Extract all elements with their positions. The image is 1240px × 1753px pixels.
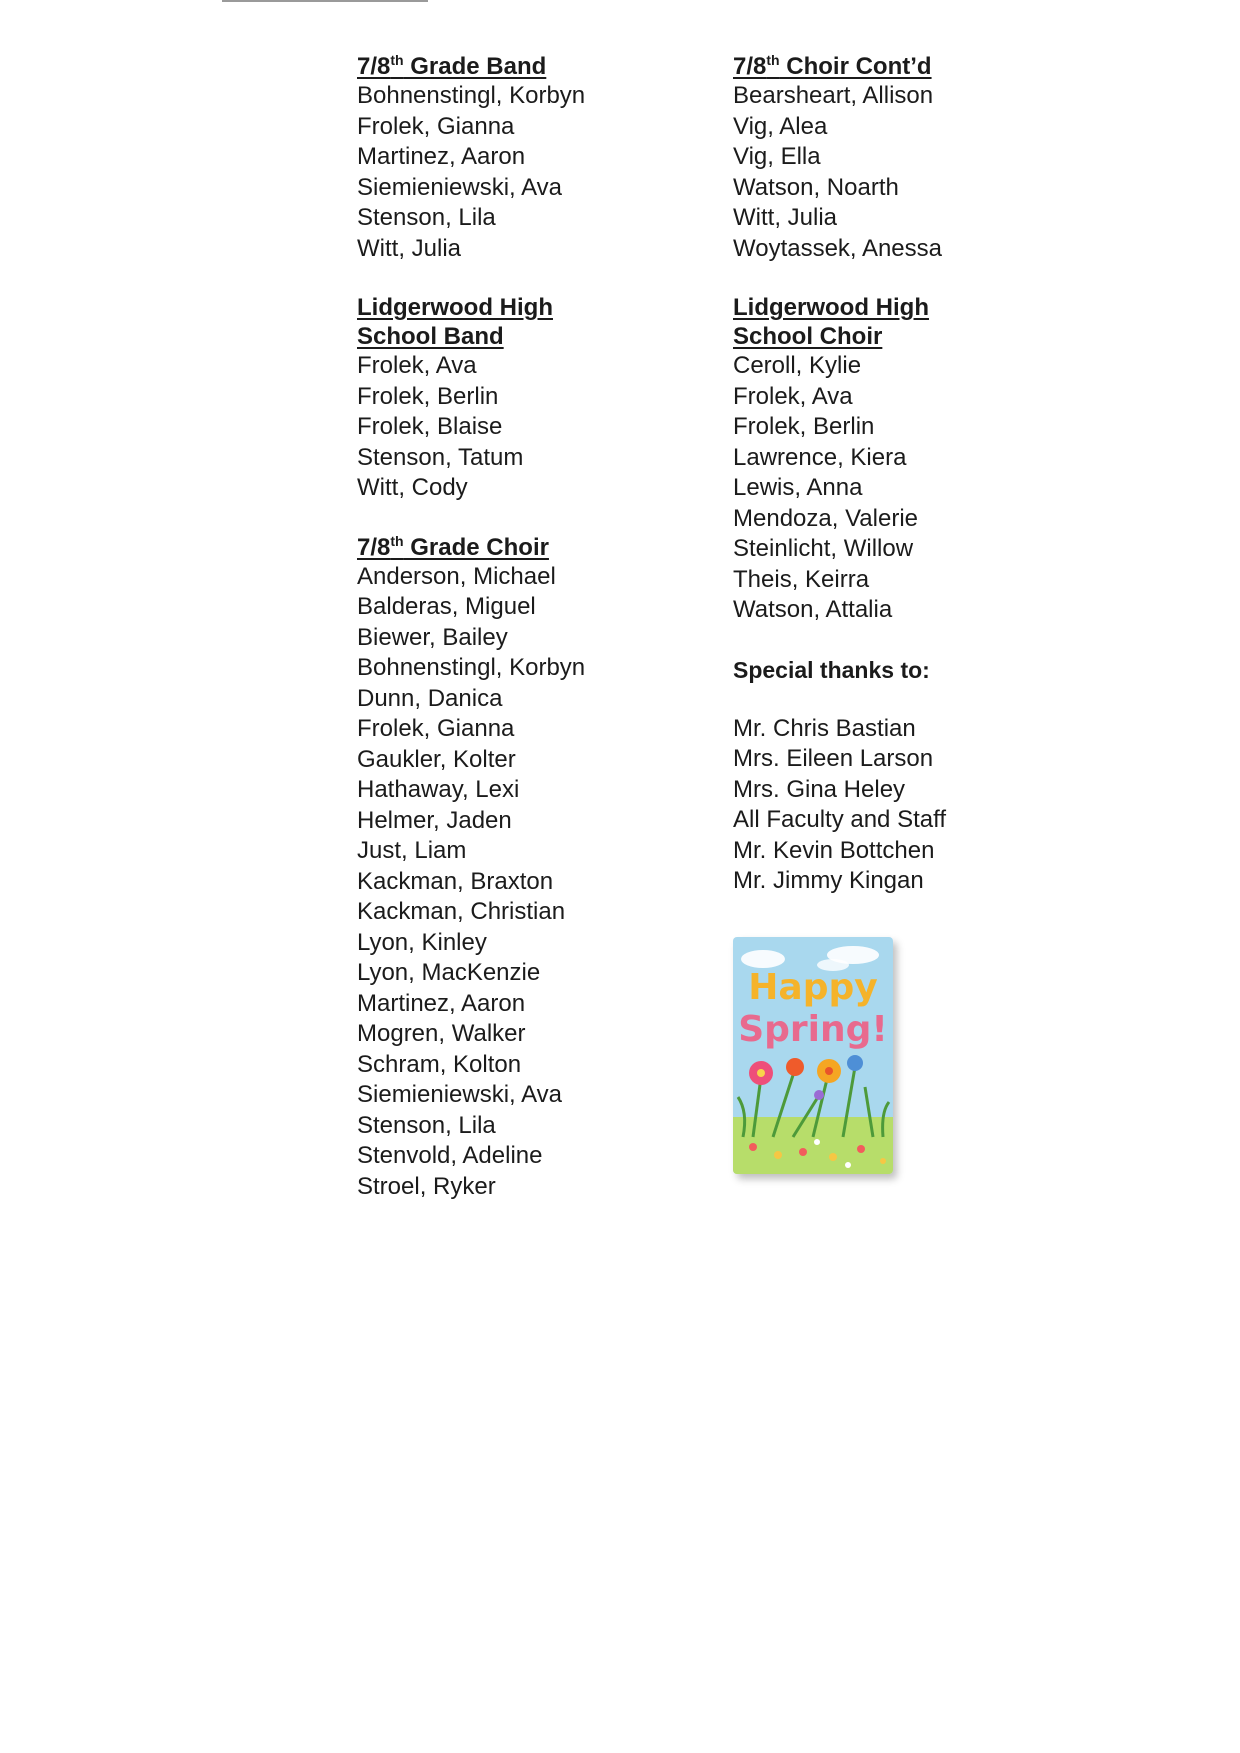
section-special-thanks	[733, 655, 1073, 897]
name-entry: Mendoza, Valerie	[733, 504, 918, 532]
section-hs-choir	[733, 293, 1073, 626]
name-entry: Mogren, Walker	[357, 1020, 526, 1047]
section-heading: 7/8th Choir Cont’d	[733, 52, 932, 80]
name-entry: Ceroll, Kylie	[733, 352, 862, 379]
name-entry: Steinlicht, Willow	[733, 535, 914, 562]
name-entry: Bohnenstingl, Korbyn	[357, 82, 586, 109]
card-line1: Happy	[748, 966, 878, 1008]
name-entry: Woytassek, Anessa	[733, 234, 942, 262]
name-entry: Witt, Cody	[357, 474, 468, 501]
name-entry: Helmer, Jaden	[357, 806, 512, 834]
name-entry: Anderson, Michael	[357, 562, 556, 590]
name-entry: Kackman, Christian	[357, 898, 566, 925]
name-entry: Theis, Keirra	[733, 565, 870, 593]
name-entry: Balderas, Miguel	[357, 593, 536, 620]
name-entry: Watson, Attalia	[733, 596, 893, 623]
section-hs-band	[357, 293, 687, 504]
name-entry: Vig, Ella	[733, 143, 821, 170]
name-entry: Stenvold, Adeline	[357, 1142, 543, 1169]
name-entry: Mrs. Gina Heley	[733, 775, 906, 803]
name-entry: Frolek, Gianna	[357, 715, 515, 742]
name-entry: Stenson, Tatum	[357, 443, 524, 471]
name-entry: Lawrence, Kiera	[733, 443, 907, 471]
name-entry: All Faculty and Staff	[733, 806, 946, 833]
thanks-list	[733, 714, 1073, 897]
section-grade-choir	[357, 533, 687, 1203]
name-entry: Bohnenstingl, Korbyn	[357, 654, 586, 681]
name-entry: Schram, Kolton	[357, 1050, 522, 1078]
special-thanks-title: Special thanks to:	[733, 656, 930, 683]
name-list	[357, 562, 687, 1203]
name-list	[357, 351, 687, 504]
spring-flowers-illustration	[733, 937, 893, 1174]
name-entry: Lyon, Kinley	[357, 928, 487, 956]
scan-edge-line	[222, 0, 428, 2]
section-choir-contd	[733, 52, 1073, 264]
name-entry: Bearsheart, Allison	[733, 82, 934, 109]
name-entry: Frolek, Berlin	[357, 382, 499, 410]
name-entry: Witt, Julia	[357, 234, 462, 262]
name-entry: Siemieniewski, Ava	[357, 1081, 562, 1108]
section-grade-band	[357, 52, 687, 264]
name-entry: Frolek, Ava	[357, 352, 477, 379]
name-entry: Vig, Alea	[733, 112, 828, 140]
name-entry: Mr. Chris Bastian	[733, 714, 916, 742]
name-entry: Kackman, Braxton	[357, 867, 554, 895]
name-entry: Frolek, Berlin	[733, 413, 875, 440]
name-entry: Frolek, Ava	[733, 382, 853, 410]
name-entry: Watson, Noarth	[733, 173, 899, 201]
name-entry: Lyon, MacKenzie	[357, 959, 541, 986]
name-list	[733, 81, 1073, 264]
section-heading: Lidgerwood High School Band	[357, 294, 553, 350]
name-list	[357, 81, 687, 264]
section-heading: Lidgerwood High School Choir	[733, 294, 929, 350]
name-entry: Lewis, Anna	[733, 474, 863, 501]
name-entry: Mrs. Eileen Larson	[733, 745, 934, 772]
right-column	[733, 52, 1073, 1174]
name-entry: Hathaway, Lexi	[357, 776, 520, 803]
name-entry: Martinez, Aaron	[357, 989, 526, 1017]
name-entry: Mr. Jimmy Kingan	[733, 867, 924, 894]
section-heading: 7/8th Grade Choir	[357, 532, 549, 561]
name-entry: Martinez, Aaron	[357, 143, 526, 170]
card-line2: Spring!	[738, 1008, 888, 1050]
section-heading: 7/8th Grade Band	[357, 52, 547, 80]
left-column	[357, 52, 687, 1231]
name-entry: Stenson, Lila	[357, 204, 496, 231]
name-entry: Gaukler, Kolter	[357, 745, 516, 773]
name-list	[733, 351, 1073, 626]
name-entry: Mr. Kevin Bottchen	[733, 836, 935, 864]
name-entry: Dunn, Danica	[357, 684, 503, 712]
name-entry: Siemieniewski, Ava	[357, 173, 562, 201]
name-entry: Biewer, Bailey	[357, 623, 508, 651]
name-entry: Frolek, Blaise	[357, 413, 503, 440]
happy-spring-card	[733, 937, 893, 1174]
name-entry: Just, Liam	[357, 837, 467, 864]
name-entry: Witt, Julia	[733, 204, 838, 231]
name-entry: Stroel, Ryker	[357, 1172, 496, 1200]
name-entry: Frolek, Gianna	[357, 112, 515, 140]
name-entry: Stenson, Lila	[357, 1111, 496, 1139]
